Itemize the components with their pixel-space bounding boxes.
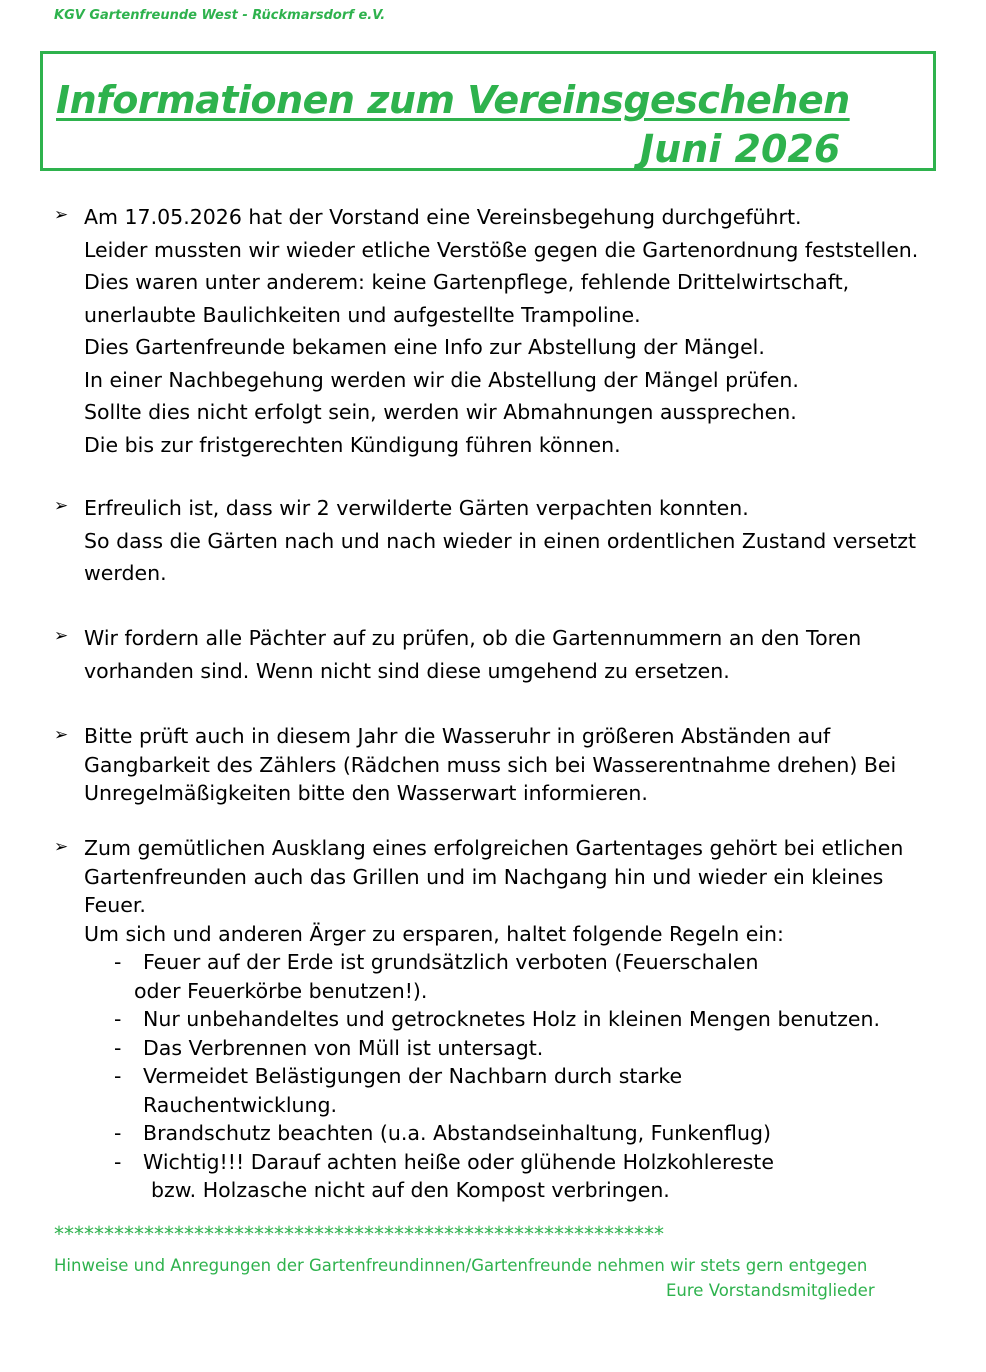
notice-line: Unregelmäßigkeiten bitte den Wasserwart informieren. — [84, 781, 648, 805]
arrow-bullet-icon: ➢ — [54, 837, 69, 857]
dash-bullet: - — [114, 1121, 122, 1145]
notice-line: Gangbarkeit des Zählers (Rädchen muss sich bei Wasserentnahme drehen) Bei — [84, 752, 897, 777]
dash-bullet: - — [114, 1149, 122, 1174]
rule-item — [84, 1062, 944, 1119]
rule-line: Das Verbrennen von Müll ist untersagt. — [143, 1035, 544, 1060]
rule-line: bzw. Holzasche nicht auf den Kompost verbringen. — [151, 1178, 670, 1202]
notice-line: Bitte prüft auch in diesem Jahr die Wasseruhr in größeren Abständen auf — [84, 724, 831, 748]
rule-line: oder Feuerkörbe benutzen!). — [134, 978, 428, 1003]
notice-line: Dies Gartenfreunde bekamen eine Info zur Abstellung der Mängel. — [84, 335, 765, 359]
rule-item — [84, 1034, 944, 1063]
footer-note: Hinweise und Anregungen der Gartenfreundinnen/Gartenfreunde nehmen wir stets gern entgegen — [54, 1256, 868, 1275]
rule-line: Feuer auf der Erde ist grundsätzlich verboten (Feuerschalen — [143, 950, 759, 974]
title-box — [40, 51, 936, 171]
footer-signature: Eure Vorstandsmitglieder — [666, 1281, 875, 1300]
notice-line: Um sich und anderen Ärger zu ersparen, haltet folgende Regeln ein: — [84, 921, 784, 946]
dash-bullet: - — [114, 950, 122, 974]
notice-line: Erfreulich ist, dass wir 2 verwilderte Gärten verpachten konnten. — [84, 496, 749, 520]
notice-line: vorhanden sind. Wenn nicht sind diese umgehend zu ersetzen. — [84, 658, 730, 683]
page-title: Informationen zum Vereinsgeschehen — [56, 78, 850, 122]
page-subtitle-month: Juni 2026 — [640, 127, 841, 171]
notice-line: werden. — [84, 561, 167, 585]
notice-line: Dies waren unter anderem: keine Gartenpflege, fehlende Drittelwirtschaft, — [84, 270, 850, 294]
notice-line: unerlaubte Baulichkeiten und aufgestellte Trampoline. — [84, 302, 641, 327]
notice-line: Gartenfreunden auch das Grillen und im Nachgang hin und wieder ein kleines — [84, 864, 884, 889]
arrow-bullet-icon: ➢ — [54, 205, 69, 225]
notice-line: Leider mussten wir wieder etliche Verstöße gegen die Gartenordnung feststellen. — [84, 237, 919, 262]
rule-line: Wichtig!!! Darauf achten heiße oder glühende Holzkohlereste — [143, 1149, 774, 1174]
notice-line: Sollte dies nicht erfolgt sein, werden wir Abmahnungen aussprechen. — [84, 400, 797, 424]
separator-stars: ************************************************************* — [54, 1222, 664, 1246]
notice-line: In einer Nachbegehung werden wir die Abstellung der Mängel prüfen. — [84, 367, 799, 392]
rule-line: Nur unbehandeltes und getrocknetes Holz in kleinen Mengen benutzen. — [143, 1007, 880, 1031]
rule-item — [84, 1119, 944, 1148]
rule-item — [84, 1148, 944, 1205]
rule-line: Rauchentwicklung. — [143, 1092, 338, 1117]
notice-line: Am 17.05.2026 hat der Vorstand eine Vereinsbegehung durchgeführt. — [84, 205, 802, 229]
arrow-bullet-icon: ➢ — [54, 626, 69, 646]
notice-line: So dass die Gärten nach und nach wieder in einen ordentlichen Zustand versetzt — [84, 528, 917, 553]
rule-item — [84, 1005, 944, 1034]
notice-line: Die bis zur fristgerechten Kündigung führen können. — [84, 432, 621, 457]
notice-line: Wir fordern alle Pächter auf zu prüfen, ob die Gartennummern an den Toren — [84, 626, 862, 650]
club-name: KGV Gartenfreunde West - Rückmarsdorf e.V. — [54, 8, 386, 23]
rule-line: Vermeidet Belästigungen der Nachbarn durch starke — [143, 1064, 683, 1088]
notice-line: Feuer. — [84, 893, 146, 917]
dash-bullet: - — [114, 1007, 122, 1031]
dash-bullet: - — [114, 1064, 122, 1088]
arrow-bullet-icon: ➢ — [54, 496, 69, 516]
notice-line: Zum gemütlichen Ausklang eines erfolgreichen Gartentages gehört bei etlichen — [84, 836, 904, 860]
rule-line: Brandschutz beachten (u.a. Abstandseinhaltung, Funkenflug) — [143, 1121, 771, 1145]
dash-bullet: - — [114, 1035, 122, 1060]
rule-item — [84, 948, 944, 1005]
arrow-bullet-icon: ➢ — [54, 725, 69, 745]
